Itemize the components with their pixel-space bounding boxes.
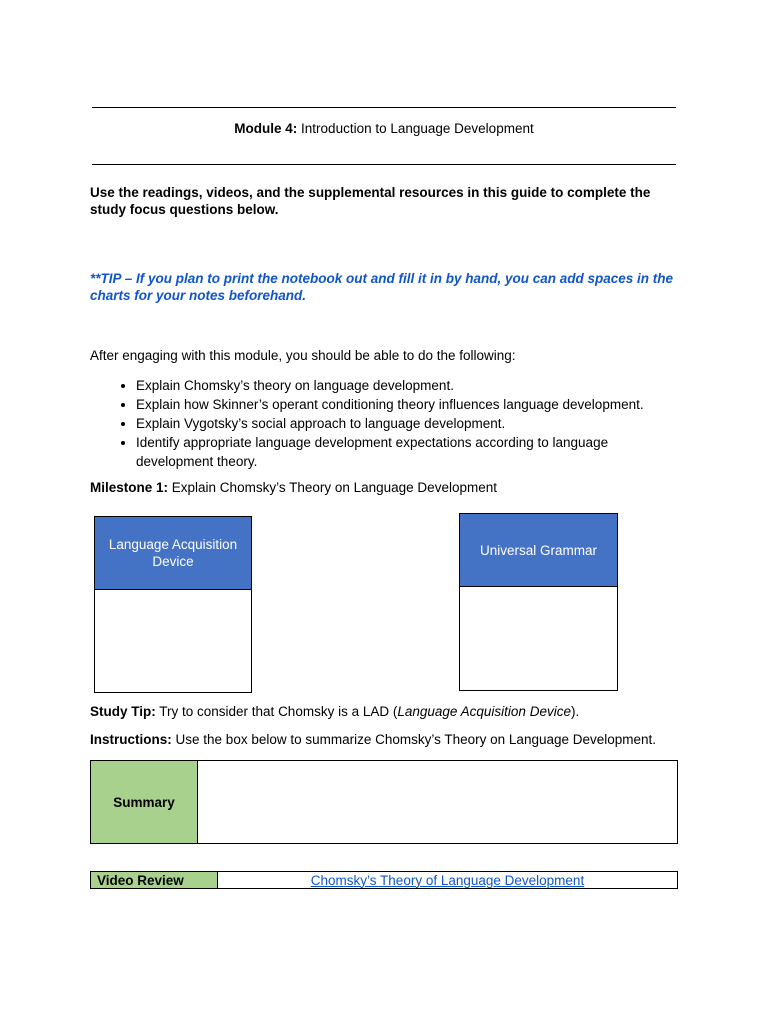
study-tip-text-after: ). [570,704,580,719]
summary-label: Summary [91,761,198,844]
video-link-cell [218,872,678,889]
study-tip-italic: Language Acquisition Device [397,704,571,719]
objectives-list [90,376,670,471]
summary-input-area[interactable] [198,761,678,844]
milestone-label: Milestone 1: [90,480,169,495]
study-tip-label: Study Tip: [90,704,156,719]
milestone-text: Explain Chomsky’s Theory on Language Development [171,480,497,495]
video-link[interactable]: Chomsky’s Theory of Language Development [310,872,585,888]
objective-item: • Explain Vygotsky’s social approach to language development. [136,414,670,433]
study-tip [90,704,579,719]
module-label: Module 4: [234,121,298,136]
instructions-label: Instructions: [90,732,172,747]
concept-notes-universal-grammar[interactable] [460,587,617,690]
study-tip-text-before: Try to consider that Chomsky is a LAD ( [159,704,398,719]
concept-header-universal-grammar: Universal Grammar [460,514,617,587]
objective-item: • Explain Chomsky’s theory on language development. [136,376,670,395]
instructions-lead: Use the readings, videos, and the supplemental resources in this guide to complete the study focus questions below. [90,185,651,217]
objectives-intro: After engaging with this module, you should be able to do the following: [90,348,516,363]
objective-item: • Identify appropriate language development expectations according to language development theory. [136,433,670,471]
video-review-label: Video Review [91,872,218,889]
concept-header-lad: Language Acquisition Device [95,517,251,590]
module-title [92,121,676,136]
study-tip-text [159,704,579,719]
print-tip: **TIP – If you plan to print the notebook out and fill it in by hand, you can add spaces in the charts for your notes beforehand. [90,271,674,303]
module-name: Introduction to Language Development [301,121,534,136]
top-rule [92,107,676,108]
instructions-line [90,732,656,747]
bottom-rule [92,164,676,165]
concept-box-lad [94,516,252,693]
concept-box-universal-grammar [459,513,618,691]
milestone-heading [90,480,497,495]
instructions-text: Use the box below to summarize Chomsky’s Theory on Language Development. [175,732,657,747]
video-review-table [90,871,678,889]
objective-item: • Explain how Skinner’s operant conditioning theory influences language development. [136,395,670,414]
concept-notes-lad[interactable] [95,590,251,692]
summary-table [90,760,678,844]
